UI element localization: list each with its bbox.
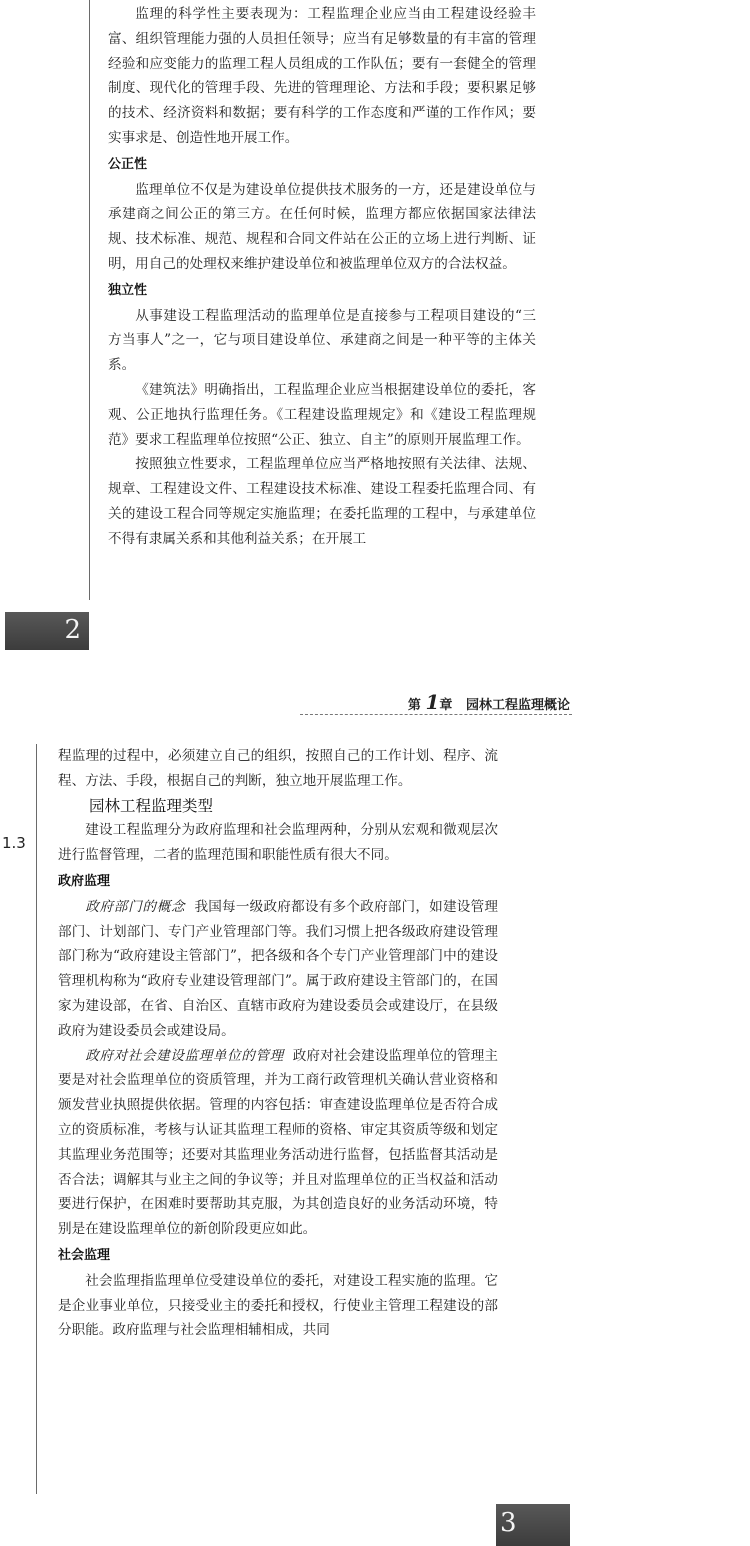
section-title: 园林工程监理类型 [89, 796, 214, 815]
page-number: 2 [64, 615, 81, 645]
chapter-number: 1 [425, 690, 440, 714]
page-2-text-column [108, 2, 536, 552]
subheading-government-supervision: 政府监理 [58, 873, 111, 889]
paragraph-body: 我国每一级政府都设有多个政府部门，如建设管理部门、计划部门、专门产业管理部门等。我们习惯上把各级政府建设管理部门称为“政府建设主管部门”，把各级和各个专门产业管理部门中的建设管理机构称为“政府专业建设管理部门”。属于政府建设主管部门的，在国家为建设部，在省、自治区、直辖市政府为建设委员会或建设厅，在县级政府为建设委员会或建设局。 [58, 898, 499, 1039]
page-number-tab [5, 612, 89, 650]
subheading-independence: 独立性 [108, 282, 148, 298]
paragraph: 监理的科学性主要表现为：工程监理企业应当由工程建设经验丰富、组织管理能力强的人员担任领导；应当有足够数量的有丰富的管理经验和应变能力的监理工程人员组成的工作队伍；要有一套健全的管理制度、现代化的管理手段、先进的管理理论、方法和手段；要积累足够的技术、经济资料和数据；要有科学的工作态度和严谨的工作作风；要实事求是、创造性地开展工作。 [108, 6, 536, 146]
chapter-suffix: 章 [439, 698, 453, 713]
paragraph: 建设工程监理分为政府监理和社会监理两种，分别从宏观和微观层次进行监督管理，二者的监理范围和职能性质有很大不同。 [58, 822, 498, 864]
running-header [408, 690, 570, 714]
paragraph: 《建筑法》明确指出，工程监理企业应当根据建设单位的委托，客观、公正地执行监理任务。《工程建设监理规定》和《建设工程监理规范》要求工程监理单位按照“公正、独立、自主”的原则开展监理工作。 [108, 381, 536, 448]
chapter-title: 园林工程监理概论 [465, 698, 570, 713]
left-margin-rule [89, 0, 90, 600]
run-in-heading: 政府部门的概念 [85, 898, 186, 915]
page-number: 3 [500, 1508, 517, 1538]
paragraph: 社会监理指监理单位受建设单位的委托，对建设工程实施的监理。它是企业事业单位，只接受业主的委托和授权，行使业主管理工程建设的部分职能。政府监理与社会监理相辅相成，共同 [58, 1272, 498, 1339]
paragraph: 从事建设工程监理活动的监理单位是直接参与工程项目建设的“三方当事人”之一，它与项目建设单位、承建商之间是一种平等的主体关系。 [108, 307, 536, 374]
page-2 [0, 0, 750, 660]
chapter-prefix: 第 [407, 698, 421, 713]
header-dashed-rule [300, 714, 572, 715]
paragraph: 监理单位不仅是为建设单位提供技术服务的一方，还是建设单位与承建商之间公正的第三方。在任何时候，监理方都应依据国家法律法规、技术标准、规范、规程和合同文件站在公正的立场上进行判断、证明，用自己的处理权来维护建设单位和被监理单位双方的合法权益。 [108, 181, 536, 272]
paragraph-body: 政府对社会建设监理单位的管理主要是对社会监理单位的资质管理，并为工商行政管理机关确认营业资格和颁发营业执照提供依据。管理的内容包括：审查建设监理单位是否符合成立的资质标准，考核与认证其监理工程师的资格、审定其资质等级和划定其监理业务范围等；还要对其监理业务活动进行监督，包括监督其活动是否合法；调解其与业主之间的争议等；并且对监理单位的正当权益和活动要进行保护，在困难时要帮助其克服，为其创造良好的业务活动环境，特别是在建设监理单位的新创阶段更应如此。 [58, 1047, 498, 1238]
page-3 [0, 660, 750, 1546]
section-number: 1.3 [2, 834, 26, 852]
paragraph: 按照独立性要求，工程监理单位应当严格地按照有关法律、法规、规章、工程建设文件、工程建设技术标准、建设工程委托监理合同、有关的建设工程合同等规定实施监理；在委托监理的工程中，与承建单位不得有隶属关系和其他利益关系；在开展工 [108, 456, 536, 547]
paragraph [58, 1044, 498, 1242]
subheading-fairness: 公正性 [108, 156, 148, 172]
left-margin-rule [36, 744, 37, 1494]
page-number-tab [496, 1504, 570, 1546]
subheading-social-supervision: 社会监理 [58, 1247, 111, 1263]
run-in-heading: 政府对社会建设监理单位的管理 [85, 1047, 284, 1064]
paragraph [58, 895, 498, 1044]
page-3-text-column [58, 744, 498, 1343]
continuation-paragraph: 程监理的过程中，必须建立自己的组织，按照自己的工作计划、程序、流程、方法、手段，根据自己的判断，独立地开展监理工作。 [58, 748, 498, 789]
